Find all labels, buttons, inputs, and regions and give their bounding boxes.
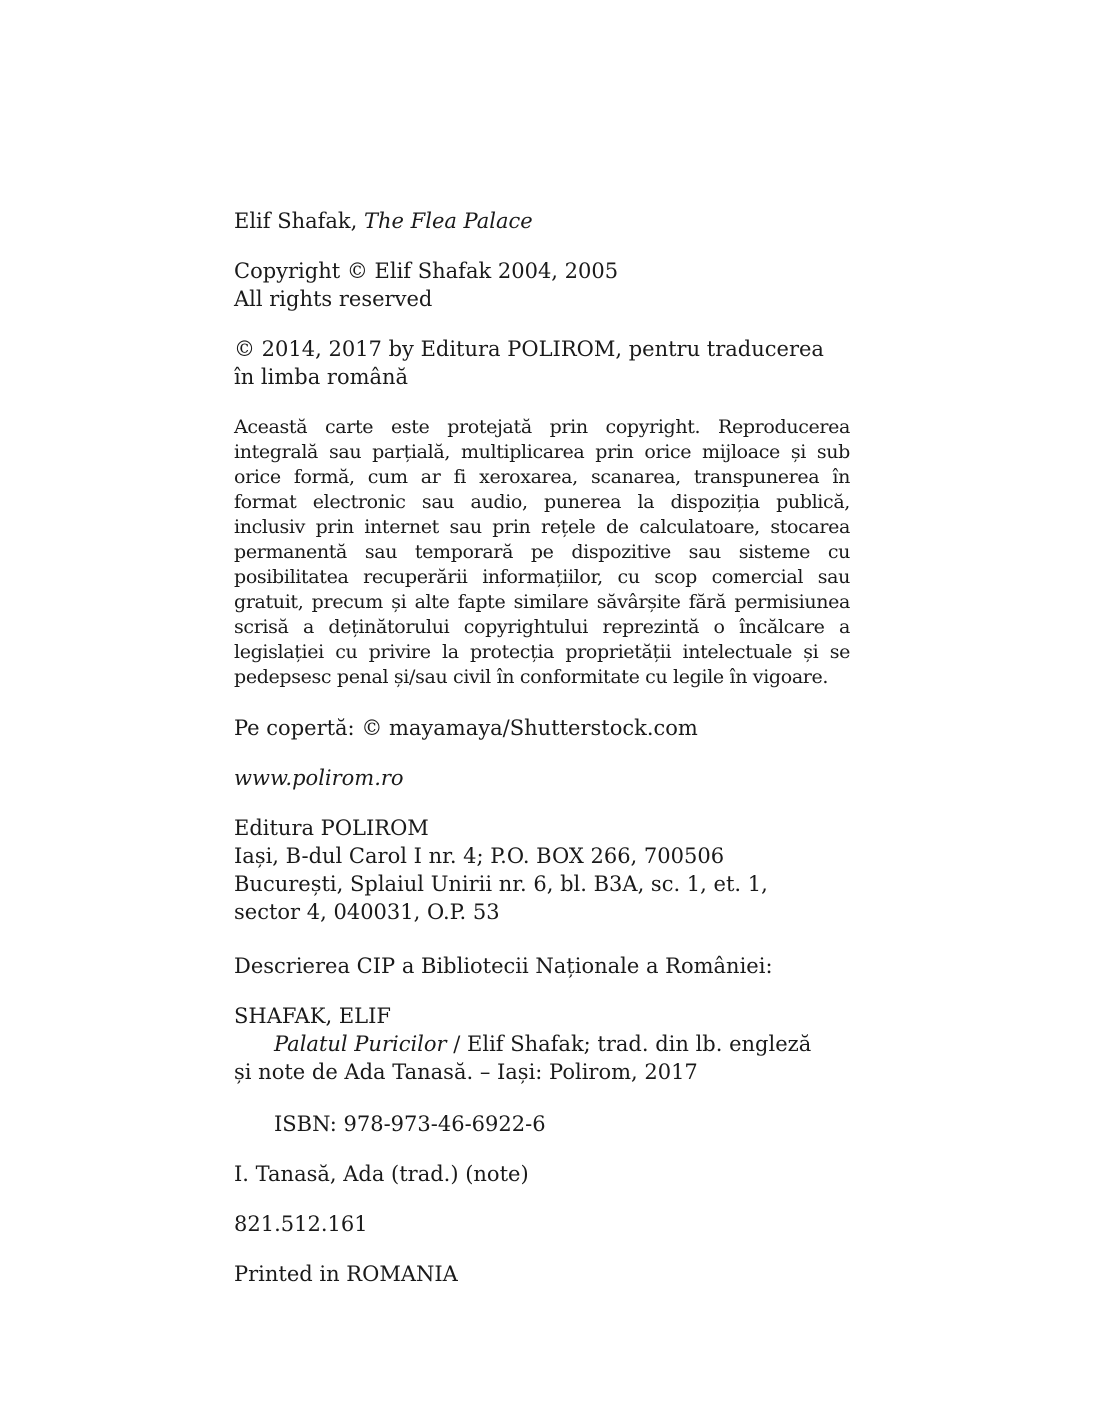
cip-author: SHAFAK, ELIF xyxy=(234,1004,391,1028)
cip-book-title: Palatul Puricilor xyxy=(274,1032,447,1056)
colophon-page xyxy=(234,207,854,1288)
isbn: ISBN: 978-973-46-6922-6 xyxy=(274,1112,546,1136)
cip-book-line-2: și note de Ada Tanasă. – Iași: Polirom, 2017 xyxy=(234,1060,698,1084)
rights-reserved-line: All rights reserved xyxy=(234,287,433,311)
printed-in: Printed in ROMANIA xyxy=(234,1262,458,1286)
cip-contributor: I. Tanasă, Ada (trad.) (note) xyxy=(234,1162,529,1186)
publisher-address-sector: sector 4, 040031, O.P. 53 xyxy=(234,900,500,924)
translation-rights-line-1: © 2014, 2017 by Editura POLIROM, pentru traducerea xyxy=(234,337,824,361)
original-title: The Flea Palace xyxy=(364,209,533,233)
cip-classification: 821.512.161 xyxy=(234,1212,368,1236)
cip-book-details: / Elif Shafak; trad. din lb. engleză xyxy=(446,1032,812,1056)
translation-rights-line-2: în limba română xyxy=(234,365,409,389)
cover-credit: Pe copertă: © mayamaya/Shutterstock.com xyxy=(234,716,698,740)
author-name: Elif Shafak, xyxy=(234,209,365,233)
publisher-address-iasi: Iași, B-dul Carol I nr. 4; P.O. BOX 266, 700506 xyxy=(234,844,725,868)
author-title-line xyxy=(234,207,854,235)
cip-book-line-1 xyxy=(234,1030,854,1058)
publisher-name: Editura POLIROM xyxy=(234,816,429,840)
cip-heading: Descrierea CIP a Bibliotecii Naționale a României: xyxy=(234,954,773,978)
publisher-address-bucuresti: București, Splaiul Unirii nr. 6, bl. B3A, sc. 1, et. 1, xyxy=(234,872,768,896)
website-link: www.polirom.ro xyxy=(234,766,404,790)
copyright-line: Copyright © Elif Shafak 2004, 2005 xyxy=(234,259,619,283)
legal-notice: Această carte este protejată prin copyright. Reproducerea integrală sau parțială, multiplicarea prin orice mijloace și sub orice formă, cum ar fi xeroxarea, scanarea, transpunerea în format electronic sau audio, punerea la dispoziția publică, inclusiv prin internet sau prin rețele de calculatoare, stocarea permanentă sau temporară pe dispozitive sau sisteme cu posibilitatea recuperării informațiilor, cu scop comercial sau gratuit, precum și alte fapte similare săvârșite fără permisiunea scrisă a deținătorului copyrightului reprezintă o încălcare a legislației cu privire la protecția proprietății intelectuale și se pedepsesc penal și/sau civil în conformitate cu legile în vigoare. xyxy=(234,416,850,688)
